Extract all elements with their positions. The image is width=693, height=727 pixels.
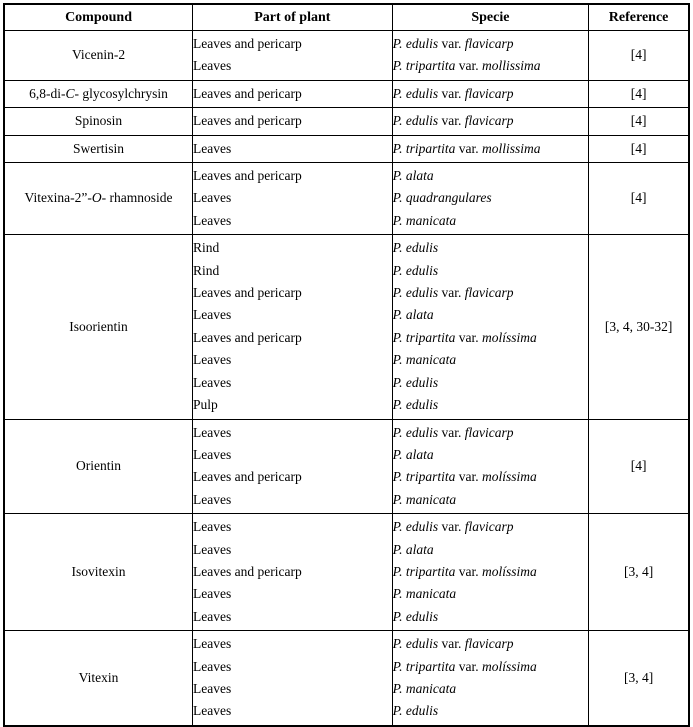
table-row <box>4 31 689 81</box>
part-line: Leaves and pericarp <box>193 469 302 485</box>
reference-text: [4] <box>630 85 647 101</box>
species-line: P. edulis <box>392 703 439 719</box>
compounds-table <box>3 3 690 727</box>
parts-cell <box>193 108 393 135</box>
species-line: P. manicata <box>392 212 457 228</box>
compound-text: Isoorientin <box>69 318 128 334</box>
part-line: Pulp <box>193 397 218 413</box>
species-line: P. manicata <box>392 680 457 696</box>
header-part-of-plant: Part of plant <box>193 4 393 31</box>
table-row <box>4 108 689 135</box>
header-row <box>4 4 689 31</box>
table-row <box>4 514 689 631</box>
table-row <box>4 80 689 107</box>
part-line: Leaves <box>193 190 232 206</box>
parts-cell <box>193 514 393 631</box>
part-line: Leaves <box>193 541 232 557</box>
species-line: P. edulis <box>392 397 439 413</box>
header-reference: Reference <box>589 4 689 31</box>
species-line: P. edulis <box>392 240 439 256</box>
part-line: Leaves <box>193 374 232 390</box>
species-line: P. edulis var. flavicarp <box>392 424 514 440</box>
reference-cell <box>589 108 689 135</box>
part-line: Leaves and pericarp <box>193 285 302 301</box>
compound-cell <box>4 108 193 135</box>
part-line: Leaves and pericarp <box>193 85 302 101</box>
species-line: P. edulis <box>392 262 439 278</box>
parts-cell <box>193 631 393 726</box>
parts-cell <box>193 31 393 81</box>
reference-text: [3, 4] <box>623 563 654 579</box>
part-line: Leaves and pericarp <box>193 113 302 129</box>
parts-cell <box>193 235 393 419</box>
part-line: Rind <box>193 262 220 278</box>
table-body <box>4 31 689 726</box>
reference-cell <box>589 631 689 726</box>
part-line: Leaves <box>193 586 232 602</box>
reference-text: [4] <box>630 140 647 156</box>
part-line: Leaves <box>193 491 232 507</box>
part-line: Leaves and pericarp <box>193 563 302 579</box>
species-cell <box>392 31 589 81</box>
part-line: Leaves <box>193 212 232 228</box>
compound-cell <box>4 514 193 631</box>
reference-cell <box>589 163 689 235</box>
species-line: P. tripartita var. molíssima <box>392 329 537 345</box>
compound-cell <box>4 419 193 514</box>
table-row <box>4 235 689 419</box>
compound-cell <box>4 80 193 107</box>
species-line: P. alata <box>392 541 434 557</box>
compound-cell <box>4 235 193 419</box>
species-line: P. tripartita var. mollissima <box>392 140 541 156</box>
reference-text: [3, 4] <box>623 669 654 685</box>
compound-text: Vitexina-2”-O- rhamnoside <box>24 190 173 206</box>
part-line: Leaves <box>193 608 232 624</box>
reference-cell <box>589 135 689 162</box>
part-line: Leaves <box>193 446 232 462</box>
compound-cell <box>4 631 193 726</box>
compound-text: Vitexin <box>78 669 119 685</box>
species-cell <box>392 235 589 419</box>
parts-cell <box>193 135 393 162</box>
part-line: Leaves and pericarp <box>193 168 302 184</box>
header-specie: Specie <box>392 4 589 31</box>
compound-text: Spinosin <box>74 113 123 129</box>
species-cell <box>392 135 589 162</box>
reference-cell <box>589 80 689 107</box>
reference-cell <box>589 31 689 81</box>
part-line: Leaves <box>193 519 232 535</box>
compound-cell <box>4 163 193 235</box>
compound-text: Swertisin <box>73 140 125 156</box>
table-row <box>4 631 689 726</box>
species-line: P. edulis <box>392 608 439 624</box>
species-line: P. alata <box>392 168 434 184</box>
reference-cell <box>589 514 689 631</box>
compound-cell <box>4 135 193 162</box>
species-line: P. tripartita var. molíssima <box>392 658 537 674</box>
part-line: Leaves <box>193 140 232 156</box>
compound-text: Vicenin-2 <box>71 47 126 63</box>
species-line: P. edulis var. flavicarp <box>392 519 514 535</box>
species-line: P. edulis var. flavicarp <box>392 285 514 301</box>
species-cell <box>392 514 589 631</box>
species-line: P. manicata <box>392 491 457 507</box>
species-cell <box>392 108 589 135</box>
part-line: Rind <box>193 240 220 256</box>
part-line: Leaves <box>193 680 232 696</box>
species-line: P. edulis var. flavicarp <box>392 636 514 652</box>
species-cell <box>392 631 589 726</box>
reference-cell <box>589 235 689 419</box>
reference-text: [4] <box>630 458 647 474</box>
reference-cell <box>589 419 689 514</box>
species-line: P. tripartita var. molíssima <box>392 469 537 485</box>
part-line: Leaves <box>193 658 232 674</box>
part-line: Leaves <box>193 703 232 719</box>
part-line: Leaves <box>193 636 232 652</box>
reference-text: [4] <box>630 113 647 129</box>
species-line: P. edulis var. flavicarp <box>392 85 514 101</box>
parts-cell <box>193 163 393 235</box>
compound-text: Isovitexin <box>71 563 126 579</box>
parts-cell <box>193 419 393 514</box>
species-line: P. tripartita var. molíssima <box>392 563 537 579</box>
part-line: Leaves <box>193 352 232 368</box>
species-line: P. manicata <box>392 352 457 368</box>
part-line: Leaves and pericarp <box>193 36 302 51</box>
table-header <box>4 4 689 31</box>
table-row <box>4 419 689 514</box>
part-line: Leaves <box>193 424 232 440</box>
species-line: P. edulis var. flavicarp <box>392 36 514 51</box>
reference-text: [4] <box>630 47 647 63</box>
reference-text: [3, 4, 30-32] <box>604 318 673 334</box>
species-line: P. tripartita var. mollissima <box>392 58 541 74</box>
parts-cell <box>193 80 393 107</box>
species-line: P. edulis var. flavicarp <box>392 113 514 129</box>
compound-cell <box>4 31 193 81</box>
table-row <box>4 135 689 162</box>
compound-text: Orientin <box>76 458 122 474</box>
header-compound: Compound <box>4 4 193 31</box>
species-line: P. alata <box>392 307 434 323</box>
part-line: Leaves <box>193 58 232 74</box>
table-row <box>4 163 689 235</box>
species-line: P. edulis <box>392 374 439 390</box>
species-line: P. alata <box>392 446 434 462</box>
species-cell <box>392 419 589 514</box>
compound-text: 6,8-di-C- glycosylchrysin <box>29 85 168 101</box>
part-line: Leaves and pericarp <box>193 329 302 345</box>
part-line: Leaves <box>193 307 232 323</box>
species-line: P. manicata <box>392 586 457 602</box>
species-cell <box>392 80 589 107</box>
species-line: P. quadrangulares <box>392 190 492 206</box>
reference-text: [4] <box>630 190 647 206</box>
species-cell <box>392 163 589 235</box>
